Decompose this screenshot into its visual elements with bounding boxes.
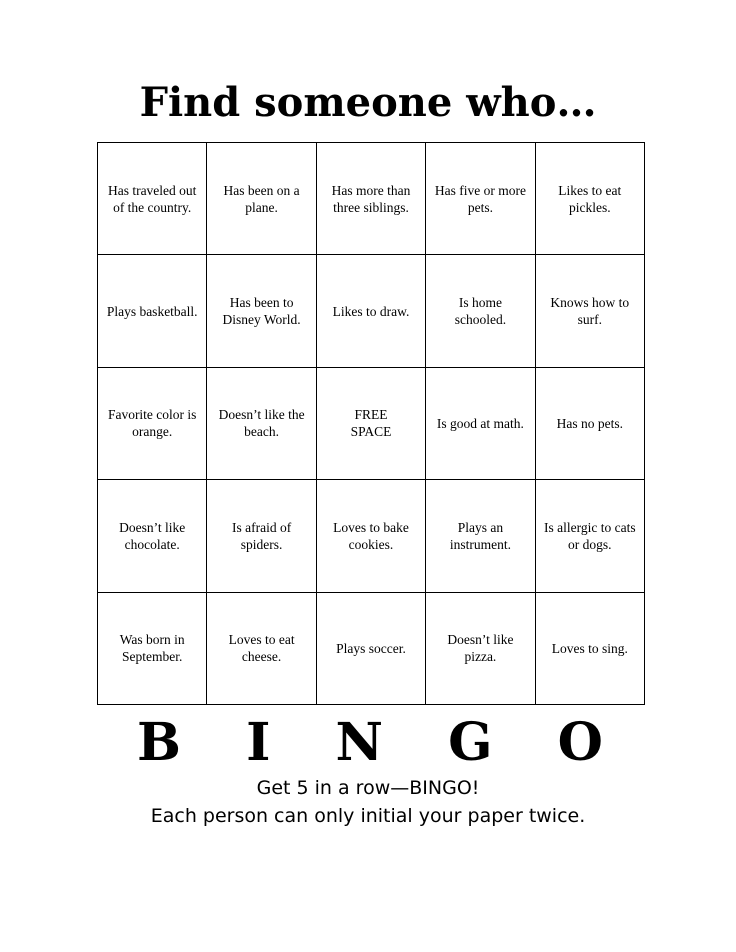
grid-cell[interactable] xyxy=(426,480,535,592)
grid-cell-text: Was born in September. xyxy=(119,632,185,665)
grid-cell-text: Is good at math. xyxy=(436,415,524,431)
grid-cell-text: Likes to eat pickles. xyxy=(558,182,622,215)
bingo-grid xyxy=(97,142,645,705)
grid-cell-text: Has been to Disney World. xyxy=(222,295,301,328)
grid-cell[interactable] xyxy=(536,593,645,705)
grid-cell-text: Doesn’t like the beach. xyxy=(218,407,305,440)
grid-cell[interactable] xyxy=(317,143,426,255)
grid-cell-text: Favorite color is orange. xyxy=(107,407,197,440)
grid-cell[interactable] xyxy=(207,143,316,255)
grid-cell-text: Has traveled out of the country. xyxy=(107,182,197,215)
grid-cell[interactable] xyxy=(98,368,207,480)
grid-cell-text: Loves to eat cheese. xyxy=(228,632,295,665)
grid-cell-text: Has more than three siblings. xyxy=(331,182,411,215)
grid-cell[interactable] xyxy=(98,593,207,705)
grid-cell-text: Loves to sing. xyxy=(551,640,628,656)
instruction-line-2: Each person can only initial your paper twice. xyxy=(150,805,586,827)
grid-cell-text: Doesn’t like pizza. xyxy=(447,632,514,665)
grid-cell[interactable] xyxy=(98,255,207,367)
free-space-cell[interactable] xyxy=(317,368,426,480)
grid-cell-text: Doesn’t like chocolate. xyxy=(119,519,186,552)
grid-cell-text: Is home schooled. xyxy=(454,295,507,328)
page-title: Find someone who… xyxy=(139,79,597,126)
bingo-letter: N xyxy=(335,712,384,773)
grid-cell[interactable] xyxy=(536,143,645,255)
bingo-letter: G xyxy=(448,712,493,773)
grid-cell-text: Plays basketball. xyxy=(106,303,198,319)
grid-cell-text: Has five or more pets. xyxy=(434,182,526,215)
instruction-line-1: Get 5 in a row—BINGO! xyxy=(256,777,480,799)
grid-cell-text: Is allergic to cats or dogs. xyxy=(544,519,636,552)
bingo-letter: B xyxy=(137,712,181,773)
grid-cell[interactable] xyxy=(207,368,316,480)
grid-cell[interactable] xyxy=(317,480,426,592)
grid-cell[interactable] xyxy=(426,143,535,255)
grid-cell[interactable] xyxy=(207,480,316,592)
grid-cell-text: Likes to draw. xyxy=(332,303,410,319)
grid-cell[interactable] xyxy=(98,480,207,592)
grid-cell-text: Knows how to surf. xyxy=(550,295,630,328)
grid-cell[interactable] xyxy=(207,593,316,705)
grid-cell-text: FREE SPACE xyxy=(350,407,392,440)
grid-cell-text: Plays soccer. xyxy=(336,640,406,656)
grid-cell-text: Is afraid of spiders. xyxy=(231,519,292,552)
bingo-letter: O xyxy=(557,712,603,773)
grid-cell-text: Plays an instrument. xyxy=(449,519,511,552)
grid-cell[interactable] xyxy=(317,255,426,367)
grid-cell[interactable] xyxy=(207,255,316,367)
grid-cell[interactable] xyxy=(98,143,207,255)
bingo-header xyxy=(97,712,645,774)
grid-cell[interactable] xyxy=(426,368,535,480)
grid-cell-text: Has no pets. xyxy=(556,415,623,431)
grid-cell-text: Loves to bake cookies. xyxy=(333,519,409,552)
grid-cell[interactable] xyxy=(317,593,426,705)
grid-cell[interactable] xyxy=(426,593,535,705)
grid-cell[interactable] xyxy=(536,255,645,367)
grid-cell[interactable] xyxy=(536,368,645,480)
bingo-letter: I xyxy=(246,712,271,773)
grid-cell-text: Has been on a plane. xyxy=(223,182,300,215)
grid-cell[interactable] xyxy=(426,255,535,367)
grid-cell[interactable] xyxy=(536,480,645,592)
